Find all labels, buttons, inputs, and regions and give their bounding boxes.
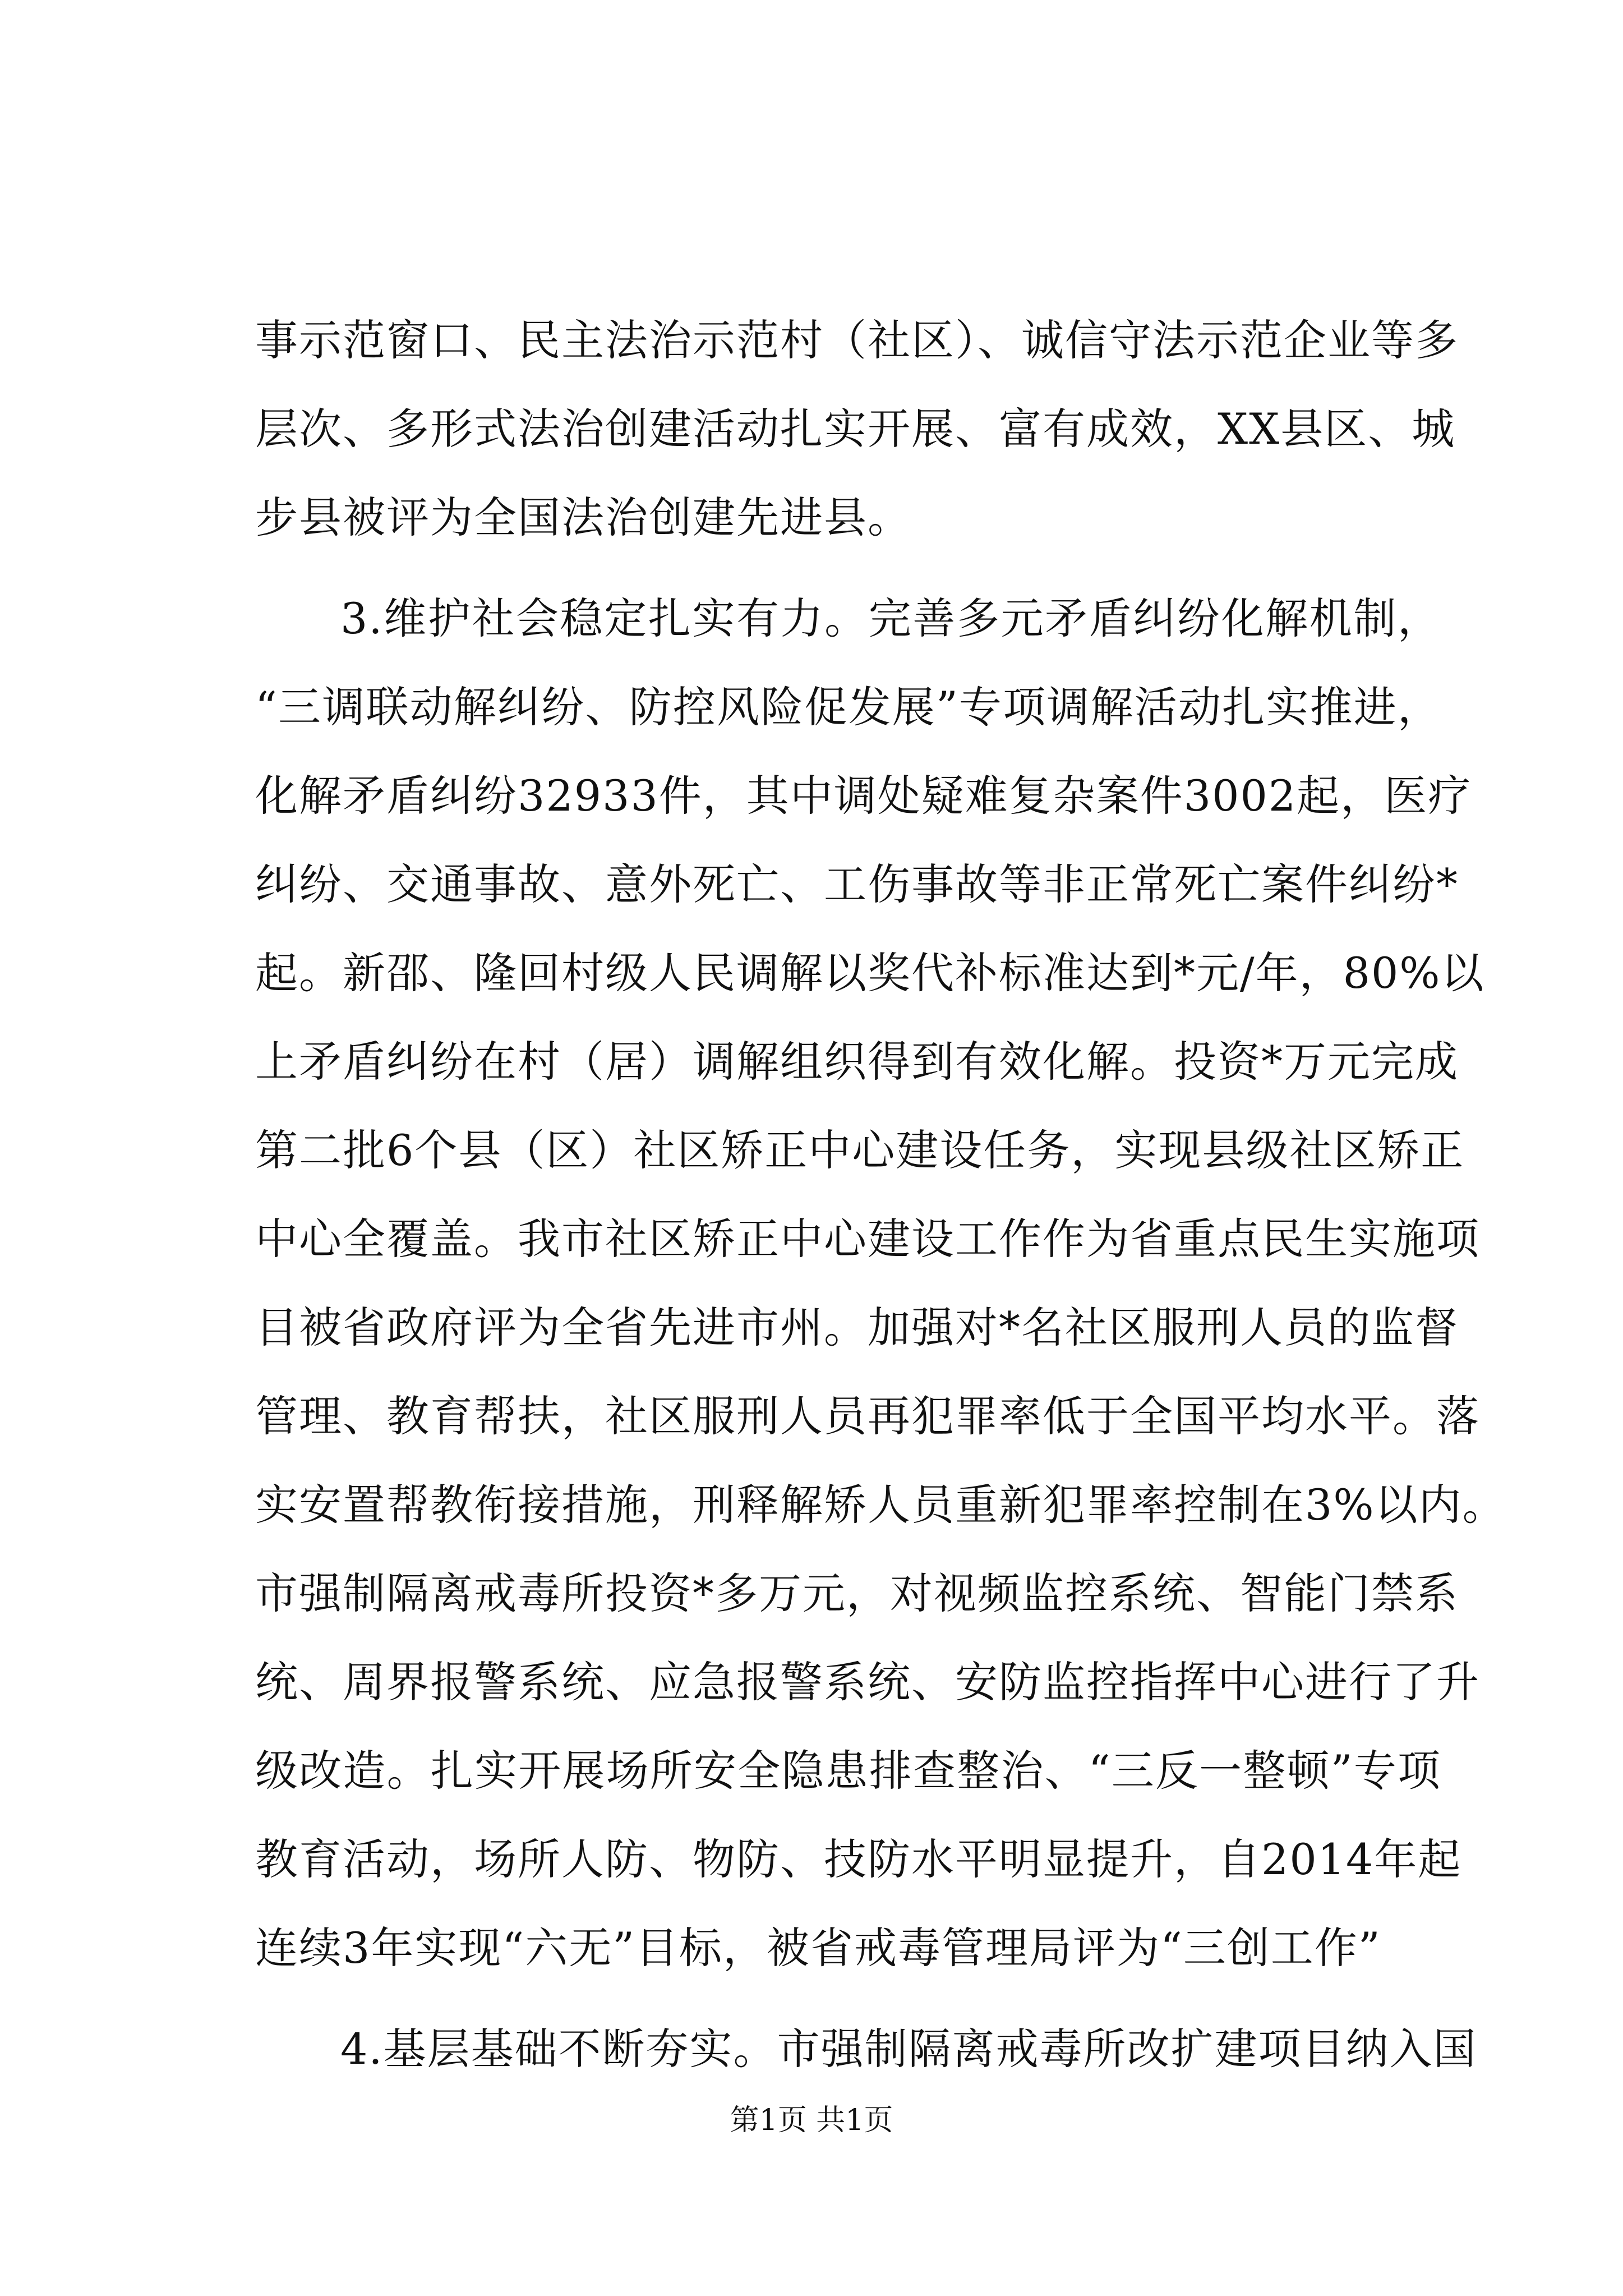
paragraph-2-line-10: 管理、教育帮扶，社区服刑人员再犯罪率低于全国平均水平。落 [255,1391,1480,1441]
page-footer: 第1页 共1页 [730,2104,893,2137]
paragraph-2-line-7: 第二批6个县（区）社区矫正中心建设任务，实现县级社区矫正 [255,1125,1465,1175]
paragraph-2-line-8: 中心全覆盖。我市社区矫正中心建设工作作为省重点民生实施项 [255,1214,1480,1264]
paragraph-2-line-2: “三调联动解纠纷、防控风险促发展”专项调解活动扎实推进， [255,682,1441,732]
paragraph-2-line-1: 3.维护社会稳定扎实有力。完善多元矛盾纠纷化解机制， [340,593,1441,643]
paragraph-1-line-3: 步县被评为全国法治创建先进县。 [255,493,911,542]
paragraph-3-line-1: 4.基层基础不断夯实。市强制隔离戒毒所改扩建项目纳入国 [340,2024,1477,2074]
paragraph-1-line-1: 事示范窗口、民主法治示范村（社区）、诚信守法示范企业等多 [255,315,1459,365]
paragraph-gap [255,562,1441,574]
paragraph-2-line-15: 教育活动，场所人防、物防、技防水平明显提升，自2014年起 [255,1834,1462,1884]
paragraph-2-line-3: 化解矛盾纠纷32933件，其中调处疑难复杂案件3002起，医疗 [255,771,1472,821]
paragraph-2-line-4: 纠纷、交通事故、意外死亡、工伤事故等非正常死亡案件纠纷* [255,859,1459,909]
paragraph-2-line-14: 级改造。扎实开展场所安全隐患排查整治、“三反一整顿”专项 [255,1746,1441,1796]
paragraph-2-line-11: 实安置帮教衔接措施，刑释解矫人员重新犯罪率控制在3%以内。 [255,1480,1506,1530]
paragraph-2-line-16: 连续3年实现“六无”目标，被省戒毒管理局评为“三创工作” [255,1923,1381,1973]
paragraph-2-line-5: 起。新邵、隆回村级人民调解以奖代补标准达到*元/年，80%以 [255,948,1485,998]
paragraph-1-line-2: 层次、多形式法治创建活动扎实开展、富有成效，XX县区、城 [255,404,1456,454]
paragraph-2-line-12: 市强制隔离戒毒所投资*多万元，对视频监控系统、智能门禁系 [255,1568,1459,1618]
document-body [255,296,1506,2093]
paragraph-2-line-13: 统、周界报警系统、应急报警系统、安防监控指挥中心进行了升 [255,1657,1480,1707]
paragraph-gap [255,1993,1441,2005]
paragraph-2-line-9: 目被省政府评为全省先进市州。加强对*名社区服刑人员的监督 [255,1303,1459,1352]
paragraph-2-line-6: 上矛盾纠纷在村（居）调解组织得到有效化解。投资*万元完成 [255,1037,1459,1087]
